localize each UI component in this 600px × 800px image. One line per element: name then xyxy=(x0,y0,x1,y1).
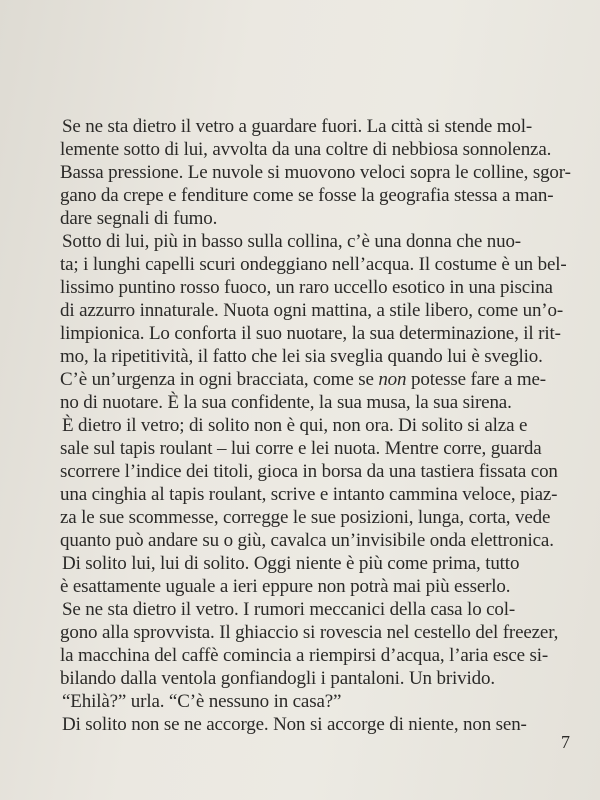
text-line: bilando dalla ventola gonfiandogli i pantaloni. Un brivido. xyxy=(60,668,495,689)
text-line: una cinghia al tapis roulant, scrive e intanto cammina veloce, piaz- xyxy=(60,484,558,505)
text-line: sale sul tapis roulant – lui corre e lei nuota. Mentre corre, guarda xyxy=(60,438,542,459)
text-segment: C’è un’urgenza in ogni bracciata, come se xyxy=(60,369,379,390)
text-line: Bassa pressione. Le nuvole si muovono veloci sopra le colline, sgor- xyxy=(60,162,571,183)
text-line: È dietro il vetro; di solito non è qui, non ora. Di solito si alza e xyxy=(62,415,528,436)
text-line: Se ne sta dietro il vetro a guardare fuori. La città si stende mol- xyxy=(62,116,533,137)
text-line: lissimo puntino rosso fuoco, un raro uccello esotico in una piscina xyxy=(60,277,553,298)
text-line: è esattamente uguale a ieri eppure non potrà mai più esserlo. xyxy=(60,576,511,597)
text-line: Di solito non se ne accorge. Non si accorge di niente, non sen- xyxy=(62,714,527,735)
text-line: no di nuotare. È la sua confidente, la sua musa, la sua sirena. xyxy=(60,392,512,413)
text-line: “Ehilà?” urla. “C’è nessuno in casa?” xyxy=(62,691,342,712)
text-line: dare segnali di fumo. xyxy=(60,208,218,229)
italic-word: non xyxy=(378,369,407,390)
text-line: za le sue scommesse, corregge le sue posizioni, lunga, corta, vede xyxy=(60,507,551,528)
text-line: gano da crepe e fenditure come se fosse la geografia stessa a man- xyxy=(60,185,554,206)
text-line: lemente sotto di lui, avvolta da una coltre di nebbiosa sonnolenza. xyxy=(60,139,552,160)
text-line: Sotto di lui, più in basso sulla collina, c’è una donna che nuo- xyxy=(62,231,521,252)
text-line: Se ne sta dietro il vetro. I rumori meccanici della casa lo col- xyxy=(62,599,516,620)
text-line: di azzurro innaturale. Nuota ogni mattina, a stile libero, come un’o- xyxy=(60,300,564,321)
text-line: gono alla sprovvista. Il ghiaccio si rovescia nel cestello del freezer, xyxy=(60,622,559,643)
text-line: ta; i lunghi capelli scuri ondeggiano nell’acqua. Il costume è un bel- xyxy=(60,254,567,275)
text-line: la macchina del caffè comincia a riempirsi d’acqua, l’aria esce si- xyxy=(60,645,549,666)
text-line: quanto può andare su o giù, cavalca un’invisibile onda elettronica. xyxy=(60,530,554,551)
text-segment: potesse fare a me- xyxy=(406,369,546,390)
page-number: 7 xyxy=(561,732,570,752)
text-line: limpionica. Lo conforta il suo nuotare, la sua determinazione, il rit- xyxy=(60,323,561,344)
text-line: mo, la ripetitività, il fatto che lei sia sveglia quando lui è sveglio. xyxy=(60,346,543,367)
text-line: Di solito lui, lui di solito. Oggi niente è più come prima, tutto xyxy=(62,553,520,574)
text-line: scorrere l’indice dei titoli, gioca in borsa da una tastiera fissata con xyxy=(60,461,558,482)
text-line xyxy=(60,368,580,391)
body-text xyxy=(60,115,580,736)
